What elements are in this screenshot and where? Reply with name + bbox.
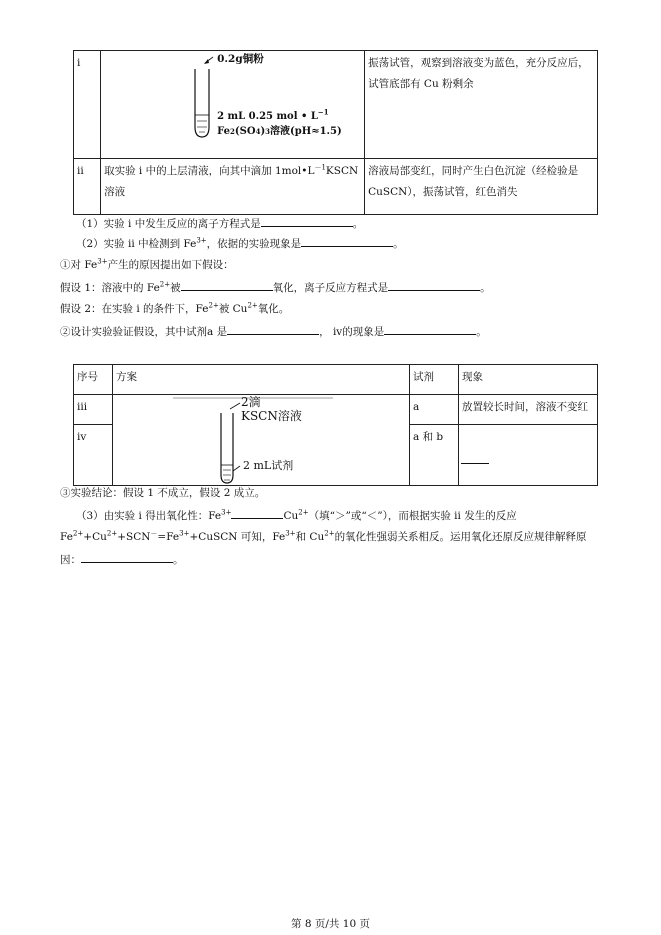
conclusion: ③实验结论：假设 1 不成立，假设 2 成立。: [60, 487, 266, 499]
answer-blank[interactable]: [461, 453, 489, 464]
answer-blank[interactable]: [388, 280, 480, 291]
phenomenon-cell: 放置较长时间，溶液不变红: [459, 395, 598, 425]
row-id: iii: [74, 395, 113, 425]
answer-blank[interactable]: [231, 508, 283, 519]
header-phenomenon: 现象: [459, 365, 598, 395]
answer-blank[interactable]: [227, 324, 319, 335]
table-row: [74, 395, 598, 425]
hypothesis-2: 假设 2：在实验 i 的条件下，$Fe^{2+}$被 $Cu^{2+}$氧化。: [60, 301, 290, 315]
apparatus-figure-1: [101, 51, 365, 159]
solution-label-line1: 2 mL 0.25 mol • $L^{-1}$: [217, 107, 329, 122]
row-id: i: [74, 51, 101, 159]
table-row: [74, 159, 598, 215]
question-1: （1）实验 i 中发生反应的离子方程式是 。: [76, 218, 364, 230]
answer-blank[interactable]: [81, 552, 173, 563]
question-3-line-2: $Fe^{2+}+Cu^{2+}+SCN^-=Fe^{3+}+CuSCN$ 可知，$Fe^{3+}$和 $Cu^{2+}$的氧化性强弱关系相反。运用氧化还原反应规律解释原: [60, 529, 587, 543]
kscn-label: KSCN溶液: [241, 409, 302, 423]
header-method: 方案: [113, 365, 410, 395]
question-3-line-3: 因： 。: [60, 554, 184, 566]
reagent-volume-label: 2 mL试剂: [243, 459, 294, 472]
phenomenon-cell: [459, 425, 598, 486]
row-id: ii: [74, 159, 101, 215]
header-reagent: 试剂: [410, 365, 459, 395]
reagent-cell: a 和 b: [410, 425, 459, 486]
solution-label-line2: Fe2(SO4)3溶液(pH≈1.5): [217, 126, 342, 137]
question-2: （2）实验 ii 中检测到 $Fe^{3+}$，依据的实验现象是 。: [76, 236, 404, 250]
experiment-table-2: [73, 364, 598, 486]
answer-blank[interactable]: [261, 216, 353, 227]
question-3-line-1: （3）由实验 i 得出氧化性：$Fe^{3+}$ $Cu^{2+}$（填“＞”或“＜”），而根据实验 ii 发生的反应: [76, 508, 517, 522]
header-index: 序号: [74, 365, 113, 395]
question-2-2: ②设计实验验证假设，其中试剂a 是 ， iv的现象是 。: [60, 326, 487, 338]
answer-blank[interactable]: [301, 236, 393, 247]
copper-powder-label: 0.2g铜粉: [217, 53, 264, 65]
hypothesis-1: 假设 1：溶液中的 $Fe^{2+}$被 氧化，离子反应方程式是 。: [60, 280, 491, 294]
answer-blank[interactable]: [384, 324, 476, 335]
drops-label: 2滴: [241, 395, 261, 409]
observation-cell: 振荡试管，观察到溶液变为蓝色，充分反应后，试管底部有 Cu 粉剩余: [365, 51, 598, 159]
apparatus-figure-2: [113, 395, 410, 486]
answer-blank[interactable]: [181, 280, 273, 291]
experiment-table-1: [73, 50, 598, 215]
method-cell: 取实验 i 中的上层清液，向其中滴加 $1mol•L^{-1}KSCN$ 溶液: [101, 159, 365, 215]
page-footer: 第 8 页/共 10 页: [291, 918, 370, 930]
reagent-cell: a: [410, 395, 459, 425]
test-tube-icon: [101, 51, 363, 157]
row-id: iv: [74, 425, 113, 486]
table-header-row: [74, 365, 598, 395]
table-row: [74, 51, 598, 159]
observation-cell: 溶液局部变红，同时产生白色沉淀（经检验是 CuSCN），振荡试管，红色消失: [365, 159, 598, 215]
question-2-1: ①对 $Fe^{3+}$产生的原因提出如下假设：: [60, 257, 234, 271]
